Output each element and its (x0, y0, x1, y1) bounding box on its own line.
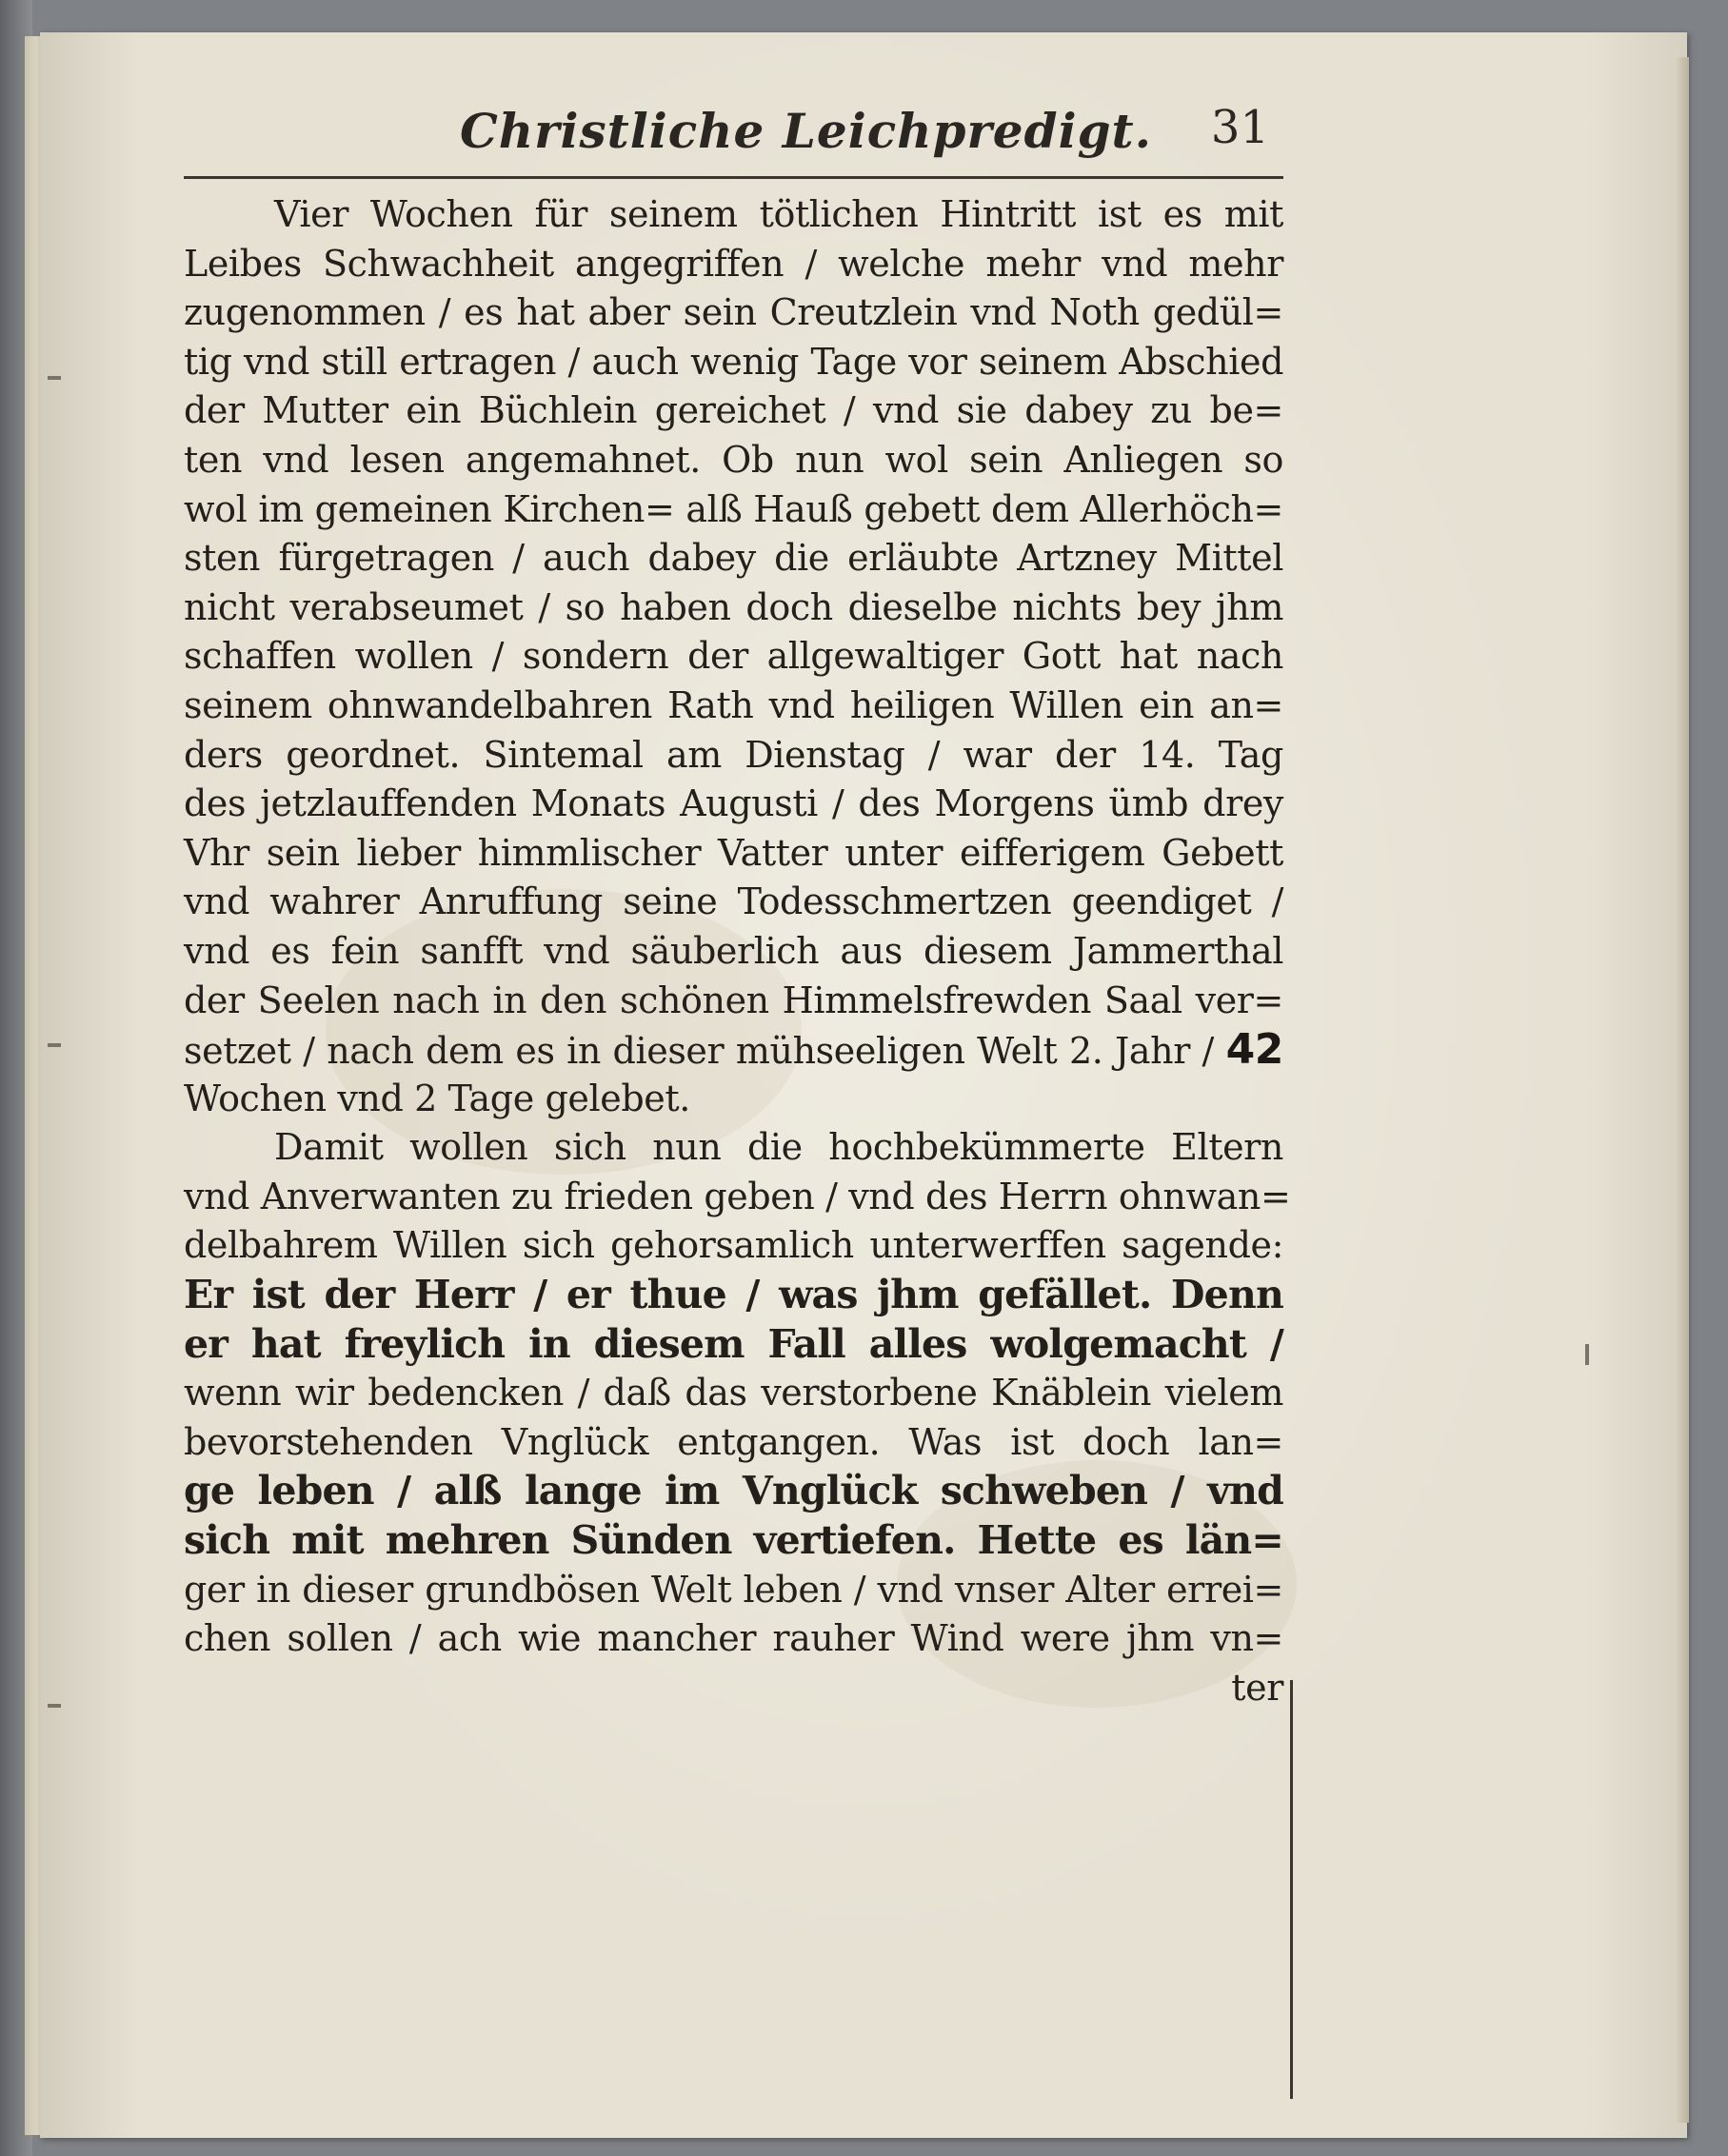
page-number: 31 (1210, 101, 1269, 154)
gutter-mark (48, 1043, 61, 1047)
text-line: des jetzlauffenden Monats Augusti / des Morgens ümb drey (184, 782, 1283, 825)
margin-mark (1585, 1344, 1589, 1365)
text-line: Vhr sein lieber himmlischer Vatter unter eifferigem Gebett (184, 831, 1283, 874)
text-line-emphasis: ge leben / alß lange im Vnglück schweben / vnd (184, 1468, 1283, 1514)
handwritten-number: 42 (1225, 1025, 1284, 1075)
text-line: vnd es fein sanfft vnd säuberlich aus diesem Jammerthal (184, 929, 1283, 972)
body-text (184, 190, 1291, 1712)
text-line-emphasis: er hat freylich in diesem Fall alles wolgemacht / (184, 1320, 1283, 1367)
text-line: zugenommen / es hat aber sein Creutzlein vnd Noth gedül= (184, 291, 1283, 334)
gutter-mark (48, 1704, 61, 1708)
text-line-emphasis: Er ist der Herr / er thue / was jhm gefället. Denn (184, 1272, 1283, 1318)
text-line-mixed: bevorstehenden Vnglück entgangen. Was ist doch lan= (184, 1420, 1283, 1463)
gutter-mark (48, 376, 61, 380)
text-line: delbahrem Willen sich gehorsamlich unterwerffen sagende: (184, 1224, 1283, 1267)
text-line-with-annotation (184, 1025, 1283, 1075)
page-header (184, 95, 1279, 169)
text-line: chen sollen / ach wie mancher rauher Wind were jhm vn= (184, 1617, 1283, 1660)
text-line: ders geordnet. Sintemal am Dienstag / war der 14. Tag (184, 733, 1283, 776)
text-line: Vier Wochen für seinem tötlichen Hintritt ist es mit (274, 193, 1283, 235)
margin-rule (1290, 1680, 1293, 2099)
text-line: Leibes Schwachheit angegriffen / welche mehr vnd mehr (184, 242, 1283, 285)
text-line: ten vnd lesen angemahnet. Ob nun wol sein Anliegen so (184, 438, 1283, 481)
catchword: ter (1231, 1666, 1283, 1709)
text-line: wenn wir bedencken / daß das verstorbene Knäblein vielem (184, 1372, 1283, 1414)
text-line: nicht verabseumet / so haben doch dieselbe nichts bey jhm (184, 585, 1283, 628)
text-line: vnd Anverwanten zu frieden geben / vnd des Herrn ohnwan= (184, 1175, 1291, 1217)
text-line: tig vnd still ertragen / auch wenig Tage vor seinem Abschied (184, 340, 1283, 383)
text-line: wol im gemeinen Kirchen= alß Hauß gebett dem Allerhöch= (184, 487, 1283, 530)
text-line: schaffen wollen / sondern der allgewaltiger Gott hat nach (184, 635, 1283, 678)
text-line-emphasis: sich mit mehren Sünden vertiefen. Hette es län= (184, 1517, 1283, 1564)
header-rule (184, 176, 1283, 179)
text-line: der Mutter ein Büchlein gereichet / vnd sie dabey zu be= (184, 389, 1283, 432)
text-line: Damit wollen sich nun die hochbekümmerte Eltern (274, 1126, 1283, 1169)
text-line: sten fürgetragen / auch dabey die erläubte Artzney Mittel (184, 537, 1283, 580)
text-line: Wochen vnd 2 Tage gelebet. (184, 1077, 690, 1119)
text-line: setzet / nach dem es in dieser mühseeligen Welt 2. Jahr / (184, 1030, 1214, 1073)
text-line: seinem ohnwandelbahren Rath vnd heiligen Willen ein an= (184, 683, 1283, 726)
text-line: vnd wahrer Anruffung seine Todesschmertzen geendiget / (184, 880, 1283, 923)
text-line: ger in dieser grundbösen Welt leben / vnd vnser Alter errei= (184, 1568, 1283, 1611)
text-line: der Seelen nach in den schönen Himmelsfrewden Saal ver= (184, 979, 1283, 1021)
page-stack-edge (1676, 57, 1689, 2123)
running-head: Christliche Leichpredigt. (460, 103, 1153, 159)
